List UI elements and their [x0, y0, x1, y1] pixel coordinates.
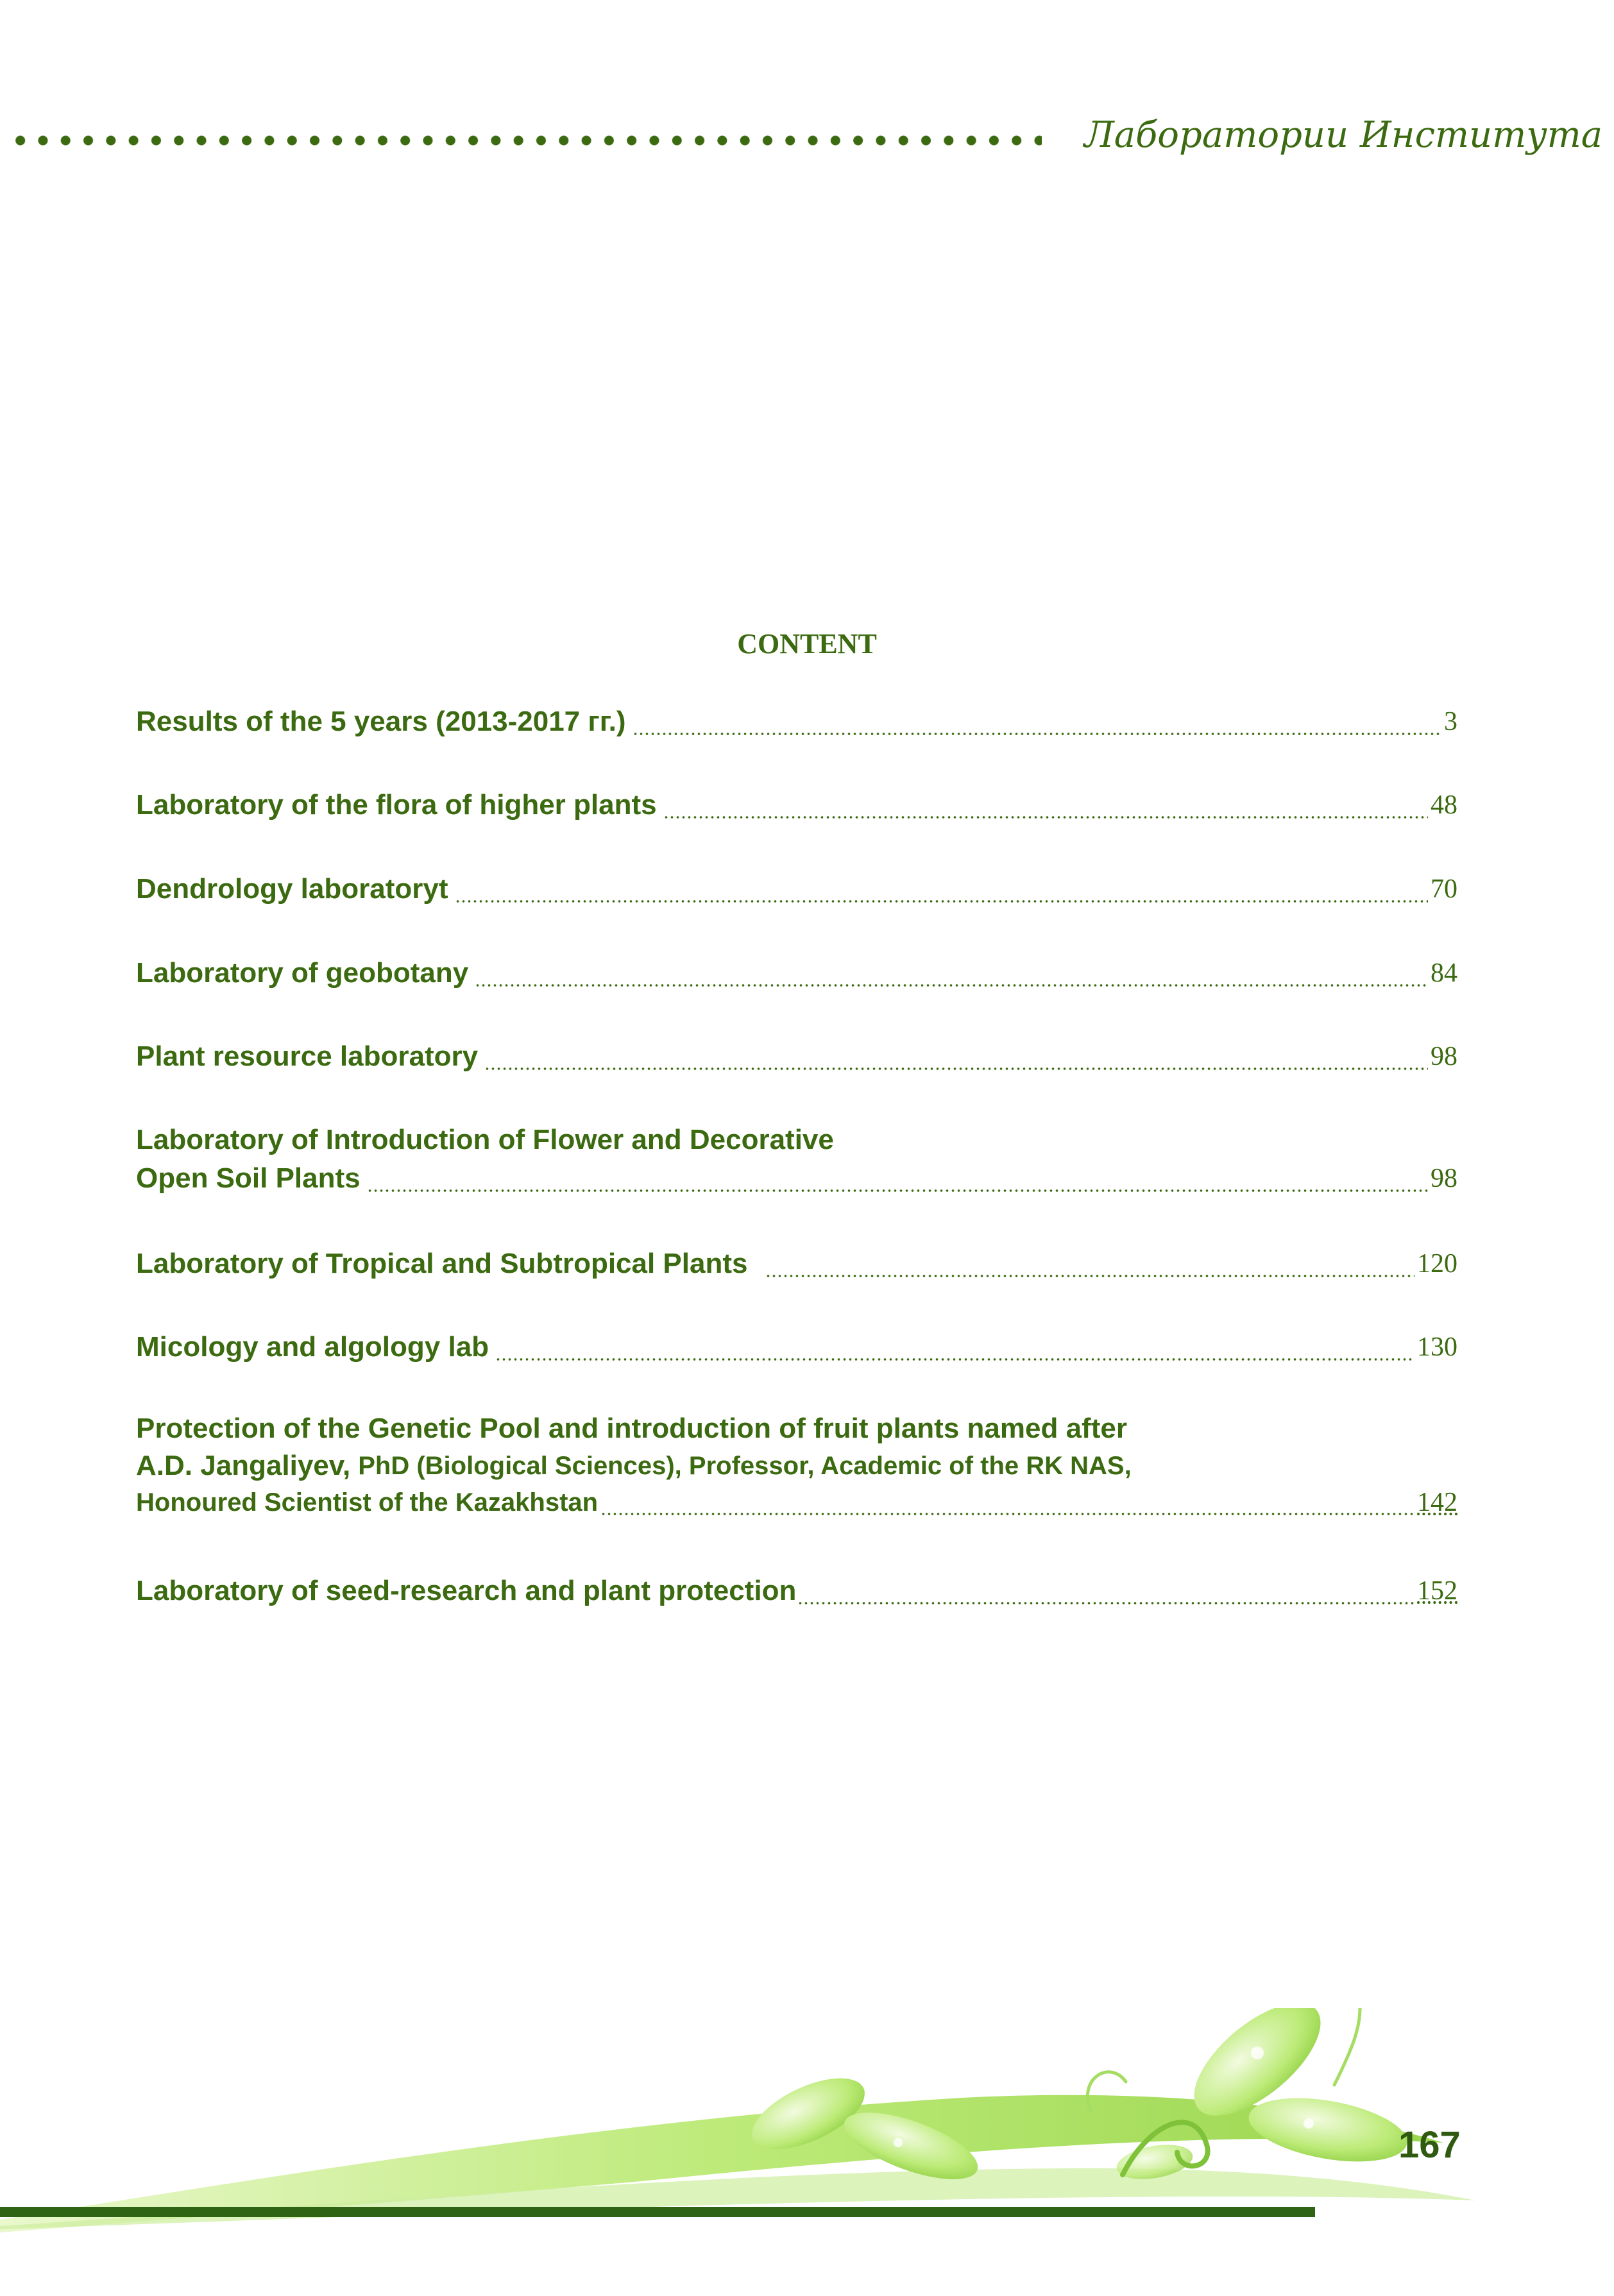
toc-entry-title: Laboratory of seed-research and plant protection — [136, 1575, 797, 1606]
running-header: Лаборатории Института — [1084, 114, 1603, 156]
toc-entry[interactable] — [136, 954, 1457, 992]
toc-entry[interactable] — [136, 870, 1457, 908]
toc-page-number: 120 — [1417, 1249, 1457, 1279]
dot-leader — [765, 1274, 1414, 1278]
dot-leader — [797, 1601, 1414, 1605]
toc-entry-title: Laboratory of Tropical and Subtropical Plants — [136, 1248, 748, 1279]
leaf-shape — [1244, 2088, 1412, 2172]
toc-entry-title: Plant resource laboratory — [136, 1041, 479, 1072]
toc-page-number: 98 — [1431, 1042, 1457, 1071]
toc-page-number: 48 — [1431, 790, 1457, 820]
toc-entry[interactable] — [136, 1037, 1457, 1076]
toc-entry[interactable] — [136, 1121, 1457, 1198]
toc-entry-title: Dendrology laboratoryt — [136, 873, 448, 905]
toc-page-number: 142 — [1417, 1488, 1457, 1517]
dot-leader — [455, 899, 1429, 903]
dot-leader — [367, 1189, 1428, 1193]
toc-entry[interactable] — [136, 702, 1457, 741]
dot-leader — [633, 732, 1442, 736]
header-dot-rule — [9, 133, 1042, 148]
dot-leader — [600, 1512, 1414, 1516]
tendril-shape — [1334, 2008, 1360, 2085]
toc-page-number: 70 — [1431, 874, 1457, 904]
toc-page-number: 130 — [1417, 1332, 1457, 1362]
toc-page-number: 152 — [1417, 1576, 1457, 1606]
toc-entry[interactable] — [136, 1572, 1457, 1610]
toc-entry[interactable] — [136, 786, 1457, 824]
toc-entry-honour: Honoured Scientist of the Kazakhstan — [136, 1488, 599, 1517]
toc-entry[interactable] — [136, 1409, 1457, 1521]
page-number: 167 — [1398, 2124, 1461, 2166]
dot-leader — [495, 1357, 1414, 1361]
toc-entry-title: Laboratory of the flora of higher plants — [136, 789, 657, 821]
toc-entry-title-continued: Open Soil Plants — [136, 1162, 361, 1194]
droplet-shape — [1251, 2046, 1264, 2059]
dot-leader — [484, 1067, 1428, 1071]
footer-bar — [0, 2207, 1315, 2217]
toc-page-number: 98 — [1431, 1164, 1457, 1193]
toc-entry[interactable] — [136, 1328, 1457, 1366]
toc-entry-credentials: PhD (Biological Sciences), Professor, Academic of the RK NAS, — [358, 1452, 1132, 1480]
dot-leader — [475, 983, 1428, 987]
toc-entry[interactable] — [136, 1245, 1457, 1283]
toc-page-number: 84 — [1431, 958, 1457, 988]
toc-entry-title: Laboratory of Introduction of Flower and Decorative — [136, 1124, 834, 1155]
toc-entry-title: Results of the 5 years (2013-2017 гг.) — [136, 706, 626, 737]
toc-entry-title: Protection of the Genetic Pool and introduction of fruit plants named after — [136, 1413, 1127, 1444]
toc-page-number: 3 — [1444, 707, 1457, 736]
page-title: CONTENT — [737, 628, 877, 659]
toc-entry-name: A.D. Jangaliyev, — [136, 1450, 351, 1481]
droplet-shape — [1304, 2118, 1314, 2129]
dot-leader — [663, 815, 1428, 819]
toc-entry-title: Laboratory of geobotany — [136, 957, 469, 989]
droplet-shape — [894, 2138, 903, 2147]
toc-entry-title: Micology and algology lab — [136, 1331, 489, 1363]
